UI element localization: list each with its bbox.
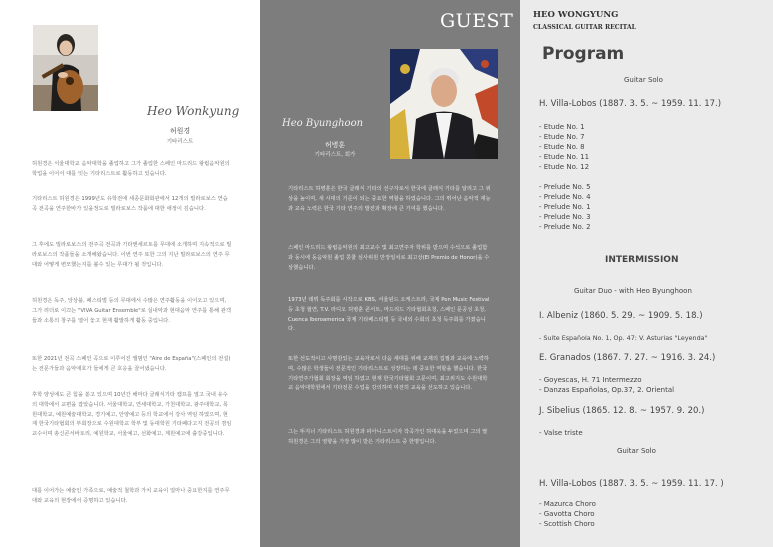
heo-wonkyung-role: 기타리스트: [166, 139, 194, 145]
program-piece: - Prelude No. 5: [539, 183, 591, 191]
program-piece: - Etude No. 12: [539, 163, 590, 171]
left-bio-paragraph: 허원경은 독주, 앙상블, 페스티벌 등의 무대에서 수많은 연주활동을 이어오고 있으며, 그가 리더로 이끄는 "VIVA Guitar Ensemble"로 실내악과 현대음악 연주를 통해 관객들과 소통의 창구를 열어 놓고 현재 활발하게 활동 중입니다.: [32, 298, 232, 324]
guest-title: GUEST: [440, 10, 514, 32]
program-piece: - Valse triste: [539, 429, 583, 437]
program-piece: - Danzas Españolas, Op.37, 2. Oriental: [539, 386, 675, 394]
intermission-heading: INTERMISSION: [605, 255, 679, 265]
heo-wonkyung-photo: [33, 25, 98, 111]
recital-subtitle: CLASSICAL GUITAR RECITAL: [533, 24, 637, 31]
heo-byunghoon-name: 허병훈: [324, 141, 346, 149]
heo-wonkyung-name: 허원경: [169, 127, 191, 135]
mid-bio-paragraph: 1973년 데뷔 독주회를 시작으로 KBS, 서울윈드 오케스트라, 국제 Pen Music Festival 등 초청 협연, T.V. 라디오 허병훈 콘서트, 마드리드 기타협회초청, 스페인 문공성 초청, Cuenca Iberoamerica 국제 기타페스티벌 등 국내외 수회의 초청 독주회를 가졌습니다.: [288, 297, 490, 333]
program-piece: - Prelude No. 4: [539, 193, 591, 201]
left-bio-paragraph: 기타리스트 허원경은 1999년도 유학전에 세종문화회관에서 12개의 빌라로보스 연습곡 전곡을 연주한바가 있을정도로 빌라로보스 작품에 대한 애정이 깊습니다.: [32, 196, 228, 212]
program-piece: - Prelude No. 1: [539, 203, 591, 211]
program-composer: J. Sibelius (1865. 12. 8. ~ 1957. 9. 20.): [539, 406, 705, 416]
heo-wonkyung-signature: Heo Wonkyung: [147, 104, 240, 118]
mid-bio-paragraph: 스페인 마드리드 왕립음악원의 최고교수 및 최고연주자 학위를 받으며 수석으로 졸업함과 동시에 동음악원 졸업 콩쿨 심사위원 만장일치로 최고상(El Premio de Honor)을 수상했습니다.: [288, 245, 490, 271]
left-bio-paragraph: 허원경은 서울대학교 음악대학을 졸업하고 그가 졸업한 스페인 마드리드 왕립음악원의 학업을 이어서 대를 잇는 기타리스트로 활동하고 있습니다.: [32, 161, 230, 177]
left-bio-paragraph: 또한 2021년 전곡 스페인 곡으로 이루어진 앨범인 "Aire de España"(스페인의 전설)는 전문가들과 음악애호가 들에게 큰 호응을 끌어냈습니다.: [32, 356, 231, 372]
heo-byunghoon-role: 기타리스트, 회가: [314, 152, 356, 158]
program-composer: H. Villa-Lobos (1887. 3. 5. ~ 1959. 11. 17.): [539, 99, 722, 109]
program-piece: - Etude No. 11: [539, 153, 590, 161]
program-piece: - Goyescas, H. 71 Intermezzo: [539, 376, 642, 384]
mid-bio-paragraph: 기타리스트 허병훈은 한국 클래식 기타의 선구자로서 한국에 클래식 기타를 알리고 그 위상을 높이며, 새 시대의 기준이 되는 중요한 역할을 하였습니다. 그의 뛰어난 음악적 재능과 교육 노력은 한국 기타 연주의 발전과 확장에 큰 기여를 했습니다.: [288, 186, 491, 212]
program-composer: I. Albeniz (1860. 5. 29. ~ 1909. 5. 18.): [539, 311, 703, 321]
program-piece: - Scottish Choro: [539, 520, 595, 528]
program-section-heading: Guitar Solo: [624, 76, 663, 84]
left-bio-paragraph: 그 후에도 빌라로보스의 전주곡 전곡과 기타앤세르토를 무대에 소개하며 지속적으로 빌라로보스의 작품들을 소개해왔습니다. 이번 연주 또한 그의 지난 빌라로보스의 연주 무대와 어떻게 변모했는지를 볼수 있는 무대가 될 것입니다.: [32, 242, 232, 268]
program-piece: - Prelude No. 3: [539, 213, 591, 221]
left-bio-paragraph: 후학 양성에도 큰 힘을 쏟고 있으며 10년간 해마다 클래식기타 캠프를 열고 국내 유수의 대학에서 교편을 잡았습니다. 서울대학교, 연세대학교, 가천대학교, 광주대학교, 목원대학교, 예원예술대학교, 경기예고, 안양예고 등의 학교에서 강사 역임 하였으며, 현재 한국기타협회의 부회장으로 수원대학교 학부 및 동대학원 기타페다고지 전공의 겸임교수이며 총신콘서바토리, 예원학교, 서울예고, 선화예고, 계원예고에 출강중입니다.: [32, 392, 232, 438]
program-section-heading: Guitar Duo - with Heo Byunghoon: [574, 287, 692, 295]
program-composer: E. Granados (1867. 7. 27. ~ 1916. 3. 24.): [539, 353, 716, 363]
program-piece: - Prelude No. 2: [539, 223, 591, 231]
mid-bio-paragraph: 또한 선도적이고 사명감있는 교육자로서 다음 세대를 위해 교재의 집필과 교육에 노력하며, 수많은 학생들이 전문적인 기타리스트로 성장하는 데 중요한 역할을 했습니다. 한국기타연주가협회 회장을 역임 하였고 현재 한국기타협회 고문이며, 최고위지도 수원대학교 음악대학원에서 기타전문 수업을 강의하며 여전히 교육을 선도하고 있습니다.: [288, 356, 490, 392]
recital-performer: HEO WONGYUNG: [533, 10, 619, 20]
program-piece: - Etude No. 8: [539, 143, 585, 151]
program-piece: - Etude No. 7: [539, 133, 585, 141]
program-piece: - Etude No. 1: [539, 123, 585, 131]
guest-text-area: [260, 0, 520, 547]
program-section-heading: Guitar Solo: [617, 447, 656, 455]
program-composer: H. Villa-Lobos (1887. 3. 5. ~ 1959. 11. 17. ): [539, 479, 724, 489]
program-piece: - Suite Española No. 1, Op. 47: V. Asturias "Leyenda": [539, 334, 708, 342]
mid-bio-paragraph: 그는 뚜지너 기타리스트 허원경과 피아니스트이자 작곡가인 허대욱을 두었으며 그의 딸 허원경은 그의 영향을 가장 많이 받은 기타리스트 중 한명입니다.: [288, 429, 488, 445]
heo-byunghoon-signature: Heo Byunghoon: [282, 118, 364, 129]
program-piece: - Mazurca Choro: [539, 500, 596, 508]
left-bio-paragraph: 대를 이어가는 예술인 가족으로, 예술적 철학과 가치 교육이 얼마나 중요한지를 연주무대와 교육의 현장에서 증명하고 있습니다.: [32, 488, 230, 504]
left-panel: [0, 0, 260, 547]
program-title: Program: [542, 44, 625, 64]
program-piece: - Gavotta Choro: [539, 510, 595, 518]
